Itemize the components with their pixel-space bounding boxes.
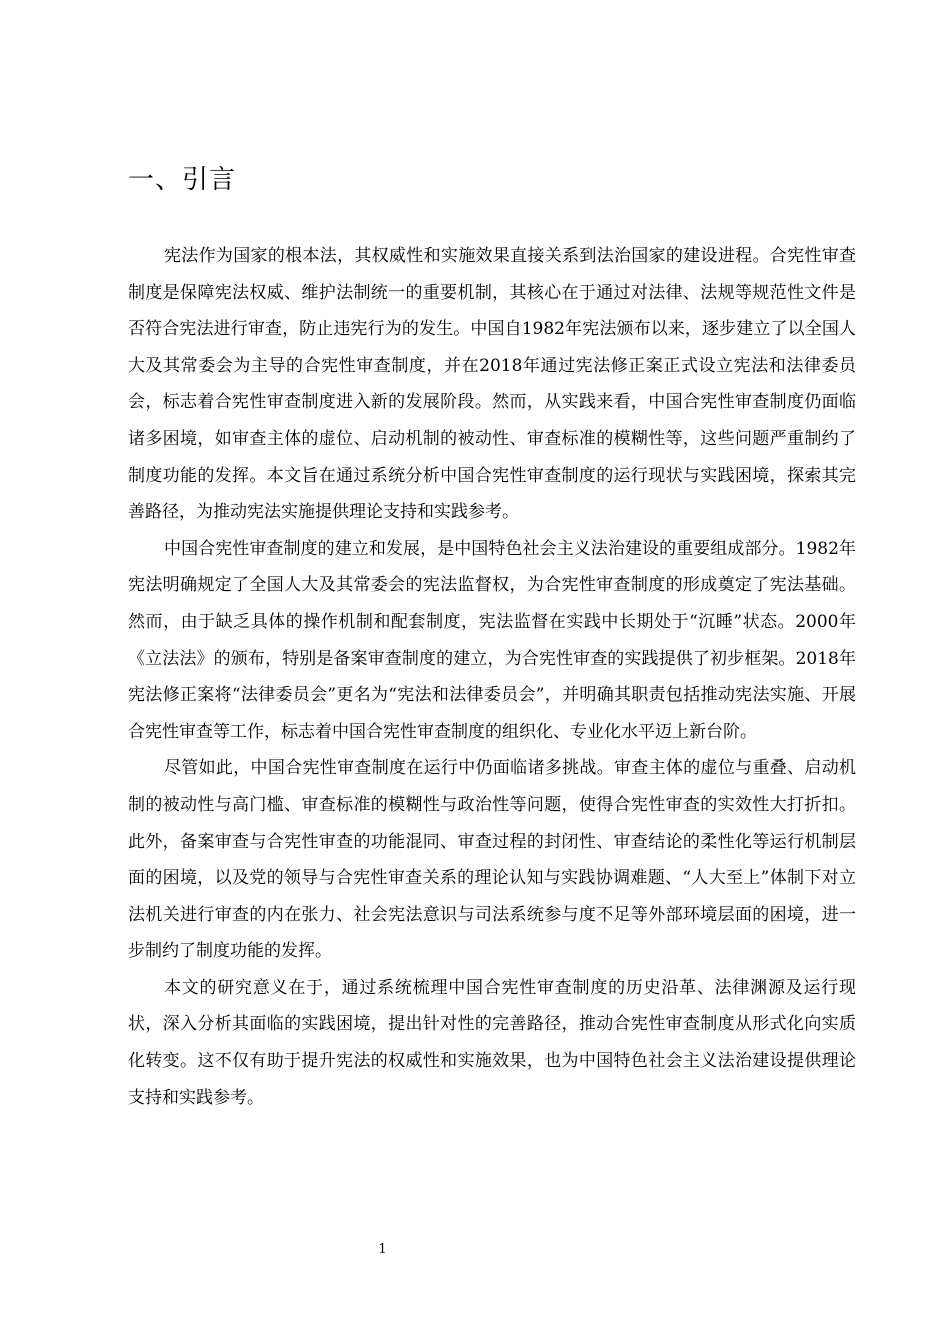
body-text: [128, 238, 856, 1116]
page-number: 1: [378, 1242, 387, 1257]
paragraph: 尽管如此，中国合宪性审查制度在运行中仍面临诸多挑战。审查主体的虚位与重叠、启动机制的被动性与高门槛、审查标准的模糊性与政治性等问题，使得合宪性审查的实效性大打折扣。此外，备案审查与合宪性审查的功能混同、审查过程的封闭性、审查结论的柔性化等运行机制层面的困境，以及党的领导与合宪性审查关系的理论认知与实践协调难题、“人大至上”体制下对立法机关进行审查的内在张力、社会宪法意识与司法系统参与度不足等外部环境层面的困境，进一步制约了制度功能的发挥。: [128, 758, 856, 962]
paragraph: 本文的研究意义在于，通过系统梳理中国合宪性审查制度的历史沿革、法律渊源及运行现状，深入分析其面临的实践困境，提出针对性的完善路径，推动合宪性审查制度从形式化向实质化转变。这不仅有助于提升宪法的权威性和实施效果，也为中国特色社会主义法治建设提供理论支持和实践参考。: [128, 977, 856, 1108]
paragraph: 中国合宪性审查制度的建立和发展，是中国特色社会主义法治建设的重要组成部分。1982年宪法明确规定了全国人大及其常委会的宪法监督权，为合宪性审查制度的形成奠定了宪法基础。然而，由于缺乏具体的操作机制和配套制度，宪法监督在实践中长期处于“沉睡”状态。2000年《立法法》的颁布，特别是备案审查制度的建立，为合宪性审查的实践提供了初步框架。2018年宪法修正案将“法律委员会”更名为“宪法和法律委员会”，并明确其职责包括推动宪法实施、开展合宪性审查等工作，标志着中国合宪性审查制度的组织化、专业化水平迈上新台阶。: [128, 538, 856, 742]
paragraph: 宪法作为国家的根本法，其权威性和实施效果直接关系到法治国家的建设进程。合宪性审查制度是保障宪法权威、维护法制统一的重要机制，其核心在于通过对法律、法规等规范性文件是否符合宪法进行审查，防止违宪行为的发生。中国自1982年宪法颁布以来，逐步建立了以全国人大及其常委会为主导的合宪性审查制度，并在2018年通过宪法修正案正式设立宪法和法律委员会，标志着合宪性审查制度进入新的发展阶段。然而，从实践来看，中国合宪性审查制度仍面临诸多困境，如审查主体的虚位、启动机制的被动性、审查标准的模糊性等，这些问题严重制约了制度功能的发挥。本文旨在通过系统分析中国合宪性审查制度的运行现状与实践困境，探索其完善路径，为推动宪法实施提供理论支持和实践参考。: [128, 246, 856, 523]
section-heading: 一、引言: [128, 165, 237, 195]
